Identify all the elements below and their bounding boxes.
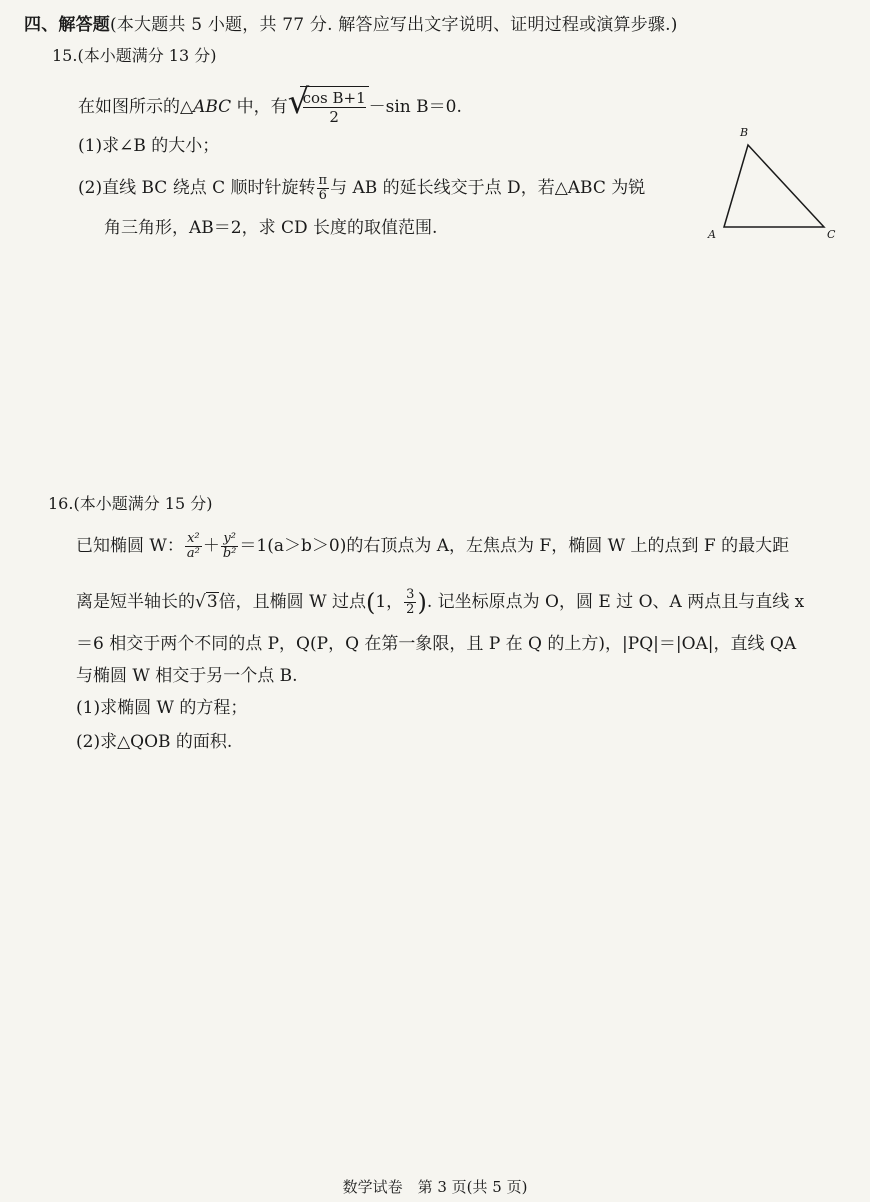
q15-stem — [78, 82, 462, 129]
q16-pf-den: 2 — [406, 602, 415, 617]
q15-part2-a: (2)直线 BC 绕点 C 顺时针旋转 — [78, 178, 316, 198]
q15-frac-num: π — [318, 173, 328, 188]
q15-stem-prefix: 在如图所示的△ — [78, 97, 194, 117]
triangle-shape — [724, 145, 824, 227]
section-header — [24, 10, 678, 35]
q16-point-fraction — [404, 588, 416, 617]
q16-line3: ＝6 相交于两个不同的点 P，Q(P，Q 在第一象限，且 P 在 Q 的上方)，|PQ|＝|OA|，直线 QA — [76, 634, 797, 654]
q15-part2-b: 与 AB 的延长线交于点 D，若△ABC 为锐 — [330, 178, 646, 198]
q16-fraction-y — [221, 532, 239, 561]
q16-fx-den: a² — [186, 546, 200, 561]
q16-point-x: 1， — [375, 592, 404, 612]
q16-fy-den: b² — [222, 546, 237, 561]
q15-part2-fraction — [317, 174, 330, 203]
q16-fraction-x — [185, 532, 202, 561]
q15-sqrt-numerator: cos B+1 — [302, 89, 366, 107]
q15-stem-mid: 中，有 — [231, 97, 288, 117]
q16-line2-a: 离是短半轴长的 — [76, 592, 195, 612]
section-title: 四、解答题 — [24, 15, 110, 35]
q15-frac-den: 6 — [318, 188, 327, 203]
q16-line4: 与椭圆 W 相交于另一个点 B. — [76, 666, 298, 686]
triangle-abc-diagram — [696, 120, 846, 245]
vertex-label-c: C — [827, 228, 836, 241]
q16-plus: ＋ — [202, 536, 220, 556]
q16-fy-num: y² — [221, 532, 239, 547]
q16-line1-b: ＝1(a＞b＞0)的右顶点为 A，左焦点为 F，椭圆 W 上的点到 F 的最大距 — [239, 536, 790, 556]
q15-part1: (1)求∠B 的大小； — [78, 136, 220, 156]
q15-sqrt-expression: √ $\frac{\text{cos B+1}}{2}$ — [288, 86, 369, 129]
q16-line2-b: 倍，且椭圆 W 过点 — [218, 592, 366, 612]
q16-fx-num: x² — [185, 532, 202, 547]
section-note: (本大题共 5 小题，共 77 分. 解答应写出文字说明、证明过程或演算步骤.) — [110, 15, 678, 35]
q16-part2: (2)求△QOB 的面积. — [76, 732, 233, 752]
q15-stem-triangle: ABC — [193, 97, 232, 117]
page-footer: 数学试卷 第 3 页(共 5 页) — [342, 1178, 528, 1196]
q15-part2-line1 — [78, 174, 645, 203]
q16-line2-c: . 记坐标原点为 O，圆 E 过 O、A 两点且与直线 x — [426, 592, 805, 612]
vertex-label-b: B — [740, 126, 749, 139]
q15-part2-line2: 角三角形，AB＝2，求 CD 长度的取值范围. — [104, 218, 438, 238]
q16-line1 — [76, 532, 789, 561]
q16-number: 16.(本小题满分 15 分) — [48, 494, 213, 513]
q16-sqrt3: 3 — [206, 592, 218, 612]
q15-sqrt-denominator: 2 — [329, 108, 339, 126]
q15-stem-suffix: －sin B＝0. — [368, 97, 462, 117]
q16-pf-num: 3 — [406, 587, 415, 602]
q16-line1-a: 已知椭圆 W： — [76, 536, 184, 556]
vertex-label-a: A — [708, 228, 716, 241]
q16-part1: (1)求椭圆 W 的方程； — [76, 698, 248, 718]
q16-line2: 离是短半轴长的√3倍，且椭圆 W 过点(1， $\frac{3}{2}$ ). 记坐标原点为 O，圆 E 过 O、A 两点且与直线 x — [76, 587, 805, 617]
q15-number: 15.(本小题满分 13 分) — [52, 46, 217, 65]
